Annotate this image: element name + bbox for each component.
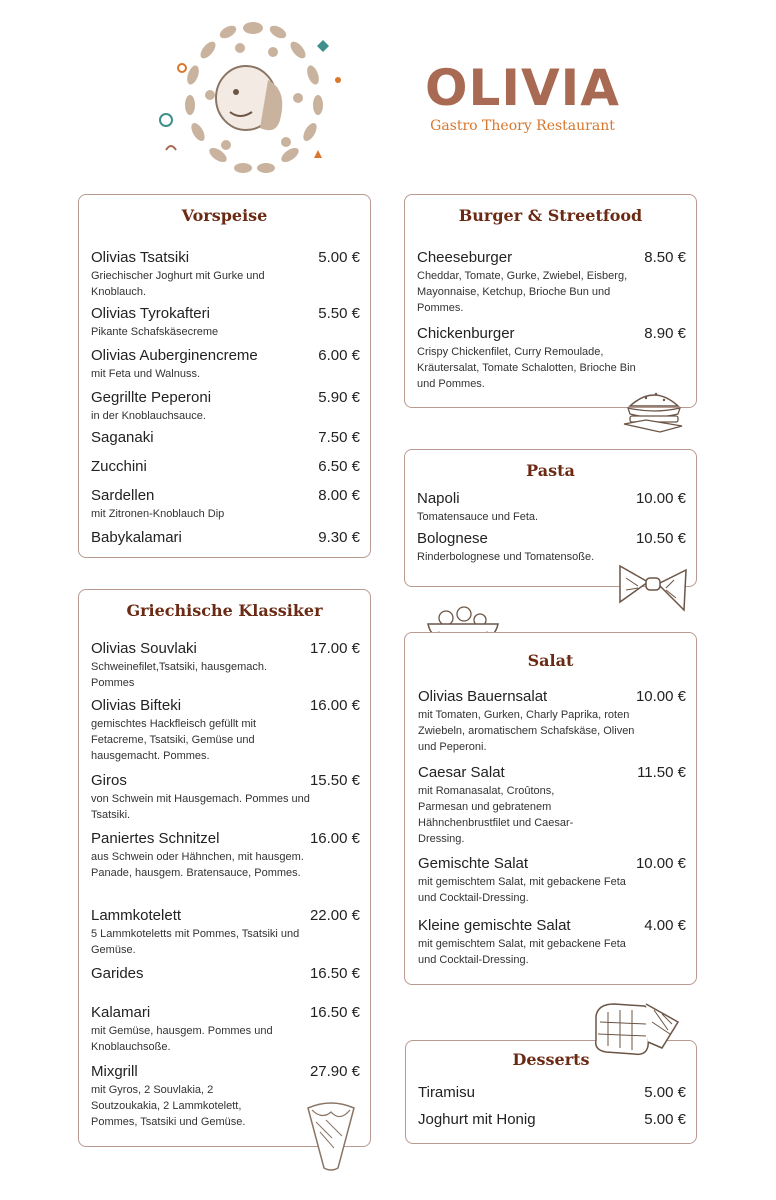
- menu-item: [91, 389, 360, 424]
- olive-wreath-logo-icon: [148, 10, 358, 185]
- item-price: 17.00 €: [309, 640, 360, 657]
- section-title: Vorspeise: [181, 206, 268, 225]
- menu-item: [91, 697, 360, 764]
- item-name: Garides: [91, 965, 144, 982]
- item-price: 9.30 €: [318, 529, 360, 546]
- item-name: Olivias Bauernsalat: [418, 688, 548, 705]
- section-title: Salat: [527, 651, 574, 670]
- item-name: Zucchini: [91, 458, 147, 475]
- item-desc: Tomatensauce und Feta.: [417, 511, 539, 523]
- item-price: 7.50 €: [318, 429, 360, 446]
- item-price: 5.00 €: [644, 1084, 686, 1101]
- menu-item: [91, 429, 360, 447]
- item-name: Gemischte Salat: [418, 855, 529, 872]
- item-name: Olivias Tyrokafteri: [91, 305, 210, 322]
- item-name: Olivias Tsatsiki: [91, 249, 190, 266]
- item-price: 15.50 €: [309, 772, 360, 789]
- item-name: Lammkotelett: [91, 907, 182, 924]
- menu-item: [91, 458, 360, 476]
- menu-item: [91, 249, 360, 300]
- item-price: 22.00 €: [309, 907, 360, 924]
- menu-item: [91, 907, 360, 958]
- item-desc: in der Knoblauchsauce.: [91, 410, 206, 422]
- item-price: 16.00 €: [309, 697, 360, 714]
- item-name: Cheeseburger: [417, 249, 513, 266]
- menu-item: [91, 830, 360, 881]
- burger-icon: [620, 384, 688, 436]
- menu-item: [418, 764, 686, 847]
- menu-item: [91, 772, 360, 823]
- section-klassiker: [78, 589, 371, 1147]
- section-salat: [404, 632, 697, 985]
- item-name: Gegrillte Peperoni: [91, 389, 212, 406]
- item-desc: Cheddar, Tomate, Gurke, Zwiebel, Eisberg, Mayonnaise, Ketchup, Brioche Bun und Pommes.: [417, 270, 628, 314]
- waffle-icon: [590, 996, 686, 1060]
- item-desc: Schweinefilet,Tsatsiki, hausgemach. Pommes: [91, 661, 268, 689]
- item-price: 8.00 €: [318, 487, 360, 504]
- item-price: 27.90 €: [309, 1063, 360, 1080]
- item-name: Kleine gemischte Salat: [418, 917, 571, 934]
- item-price: 11.50 €: [637, 764, 686, 781]
- item-desc: mit gemischtem Salat, mit gebackene Feta und Cocktail-Dressing.: [418, 876, 626, 904]
- menu-item: [91, 487, 360, 522]
- item-desc: mit Romanasalat, Croûtons, Parmesan und gebratenem Hähnchenbrustfilet und Caesar-Dressing.: [418, 785, 574, 845]
- menu-item: [91, 1004, 360, 1055]
- item-name: Babykalamari: [91, 529, 182, 546]
- item-name: Olivias Auberginencreme: [91, 347, 258, 364]
- menu-item: [91, 347, 360, 382]
- item-price: 4.00 €: [644, 917, 686, 934]
- item-name: Saganaki: [91, 429, 154, 446]
- item-desc: mit Zitronen-Knoblauch Dip: [91, 508, 225, 520]
- brand-name: OLIVIA: [425, 59, 620, 117]
- item-name: Mixgrill: [91, 1063, 138, 1080]
- item-price: 5.00 €: [644, 1111, 686, 1128]
- item-price: 16.00 €: [309, 830, 360, 847]
- brand: [400, 60, 645, 134]
- menu-item: [91, 965, 360, 983]
- menu-item: [418, 1111, 686, 1129]
- menu-item: [417, 490, 686, 525]
- item-desc: Pikante Schafskäsecreme: [91, 326, 219, 338]
- item-price: 5.90 €: [318, 389, 360, 406]
- item-name: Kalamari: [91, 1004, 151, 1021]
- menu-item: [418, 1084, 686, 1102]
- section-vorspeise: [78, 194, 371, 558]
- section-burger: [404, 194, 697, 408]
- item-name: Bolognese: [417, 530, 488, 547]
- item-name: Napoli: [417, 490, 460, 507]
- item-name: Sardellen: [91, 487, 155, 504]
- section-title: Pasta: [526, 461, 575, 480]
- item-desc: Rinderbolognese und Tomatensoße.: [417, 551, 595, 563]
- menu-item: [91, 305, 360, 340]
- menu-item: [91, 640, 360, 691]
- item-desc: mit Feta und Walnuss.: [91, 368, 201, 380]
- item-desc: aus Schwein oder Hähnchen, mit hausgem. Panade, hausgem. Bratensauce, Pommes.: [91, 851, 304, 879]
- item-price: 16.50 €: [309, 1004, 360, 1021]
- item-name: Giros: [91, 772, 127, 789]
- section-title: Desserts: [512, 1050, 590, 1069]
- item-price: 8.50 €: [644, 249, 686, 266]
- item-price: 6.00 €: [318, 347, 360, 364]
- menu-item: [417, 249, 686, 316]
- item-name: Joghurt mit Honig: [418, 1111, 536, 1128]
- item-desc: mit gemischtem Salat, mit gebackene Feta und Cocktail-Dressing.: [418, 938, 626, 966]
- brand-subtitle: Gastro Theory Restaurant: [430, 118, 615, 134]
- item-desc: von Schwein mit Hausgemach. Pommes und Tsatsiki.: [91, 793, 310, 821]
- menu-item: [91, 529, 360, 547]
- item-price: 16.50 €: [309, 965, 360, 982]
- item-price: 6.50 €: [318, 458, 360, 475]
- item-name: Olivias Souvlaki: [91, 640, 197, 657]
- item-desc: mit Gemüse, hausgem. Pommes und Knoblauchsoße.: [91, 1025, 273, 1053]
- item-desc: mit Tomaten, Gurken, Charly Paprika, roten Zwiebeln, aromatischem Schafskäse, Oliven und Peperoni.: [418, 709, 635, 753]
- item-name: Tiramisu: [418, 1084, 475, 1101]
- item-price: 10.00 €: [635, 855, 686, 872]
- item-name: Chickenburger: [417, 325, 515, 342]
- item-desc: Crispy Chickenfilet, Curry Remoulade, Kräutersalat, Tomate Schalotten, Brioche Bin und Pommes.: [417, 346, 636, 390]
- menu-item: [418, 917, 686, 968]
- item-price: 5.00 €: [318, 249, 360, 266]
- pasta-bow-icon: [614, 558, 692, 618]
- item-price: 10.50 €: [635, 530, 686, 547]
- item-desc: gemischtes Hackfleisch gefüllt mit Fetacreme, Tsatsiki, Gemüse und hausgemacht. Pommes.: [91, 718, 257, 762]
- section-title: Griechische Klassiker: [126, 601, 323, 620]
- menu-item: [418, 688, 686, 755]
- item-price: 8.90 €: [644, 325, 686, 342]
- item-price: 10.00 €: [635, 688, 686, 705]
- menu-item: [417, 325, 686, 392]
- item-name: Olivias Bifteki: [91, 697, 182, 714]
- wrap-icon: [302, 1098, 360, 1172]
- item-price: 5.50 €: [318, 305, 360, 322]
- item-price: 10.00 €: [635, 490, 686, 507]
- item-name: Paniertes Schnitzel: [91, 830, 220, 847]
- menu-item: [418, 855, 686, 906]
- item-desc: 5 Lammkoteletts mit Pommes, Tsatsiki und Gemüse.: [91, 928, 300, 956]
- item-desc: mit Gyros, 2 Souvlakia, 2 Soutzoukakia, 2 Lammkotelett, Pommes, Tsatsiki und Gemüse.: [91, 1084, 246, 1128]
- item-name: Caesar Salat: [418, 764, 505, 781]
- section-title: Burger & Streetfood: [458, 206, 643, 225]
- item-desc: Griechischer Joghurt mit Gurke und Knoblauch.: [91, 270, 265, 298]
